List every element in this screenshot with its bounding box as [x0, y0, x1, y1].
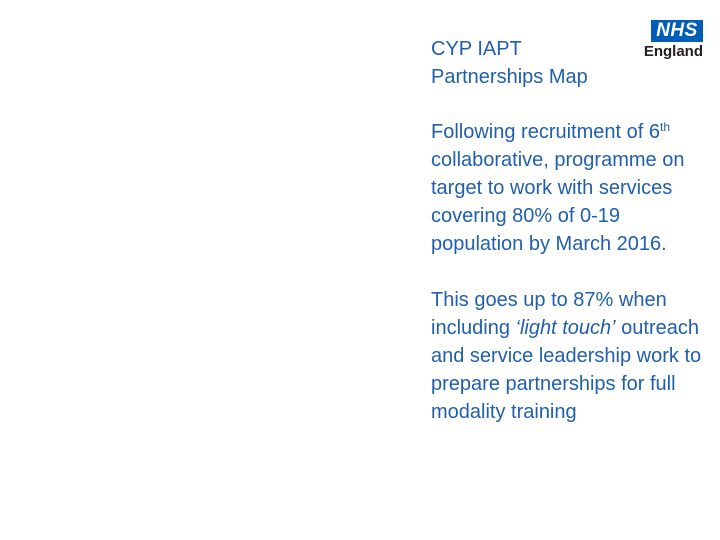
- paragraph-2-emphasis: ‘light touch’: [515, 317, 616, 339]
- paragraph-1-part-2: collaborative, programme on target to work with services covering 80% of 0-19 population by March 2016.: [431, 149, 685, 255]
- page-title: [431, 35, 588, 91]
- paragraph-1-superscript: th: [659, 120, 670, 134]
- body-text: [431, 118, 716, 426]
- nhs-logo-org: England: [643, 43, 703, 60]
- paragraph-coverage: [431, 286, 716, 426]
- nhs-logo-mark: NHS: [651, 20, 703, 42]
- paragraph-progress: [431, 118, 716, 258]
- title-line-2: Partnerships Map: [431, 66, 588, 88]
- paragraph-2-part-1: This goes up to 87% when including: [431, 289, 667, 339]
- paragraph-1-part-1: Following recruitment of 6: [431, 121, 660, 143]
- nhs-england-logo: [633, 20, 703, 66]
- title-line-1: CYP IAPT: [431, 38, 522, 60]
- paragraph-2-part-2: outreach and service leadership work to prepare partnerships for full modality training: [431, 317, 702, 423]
